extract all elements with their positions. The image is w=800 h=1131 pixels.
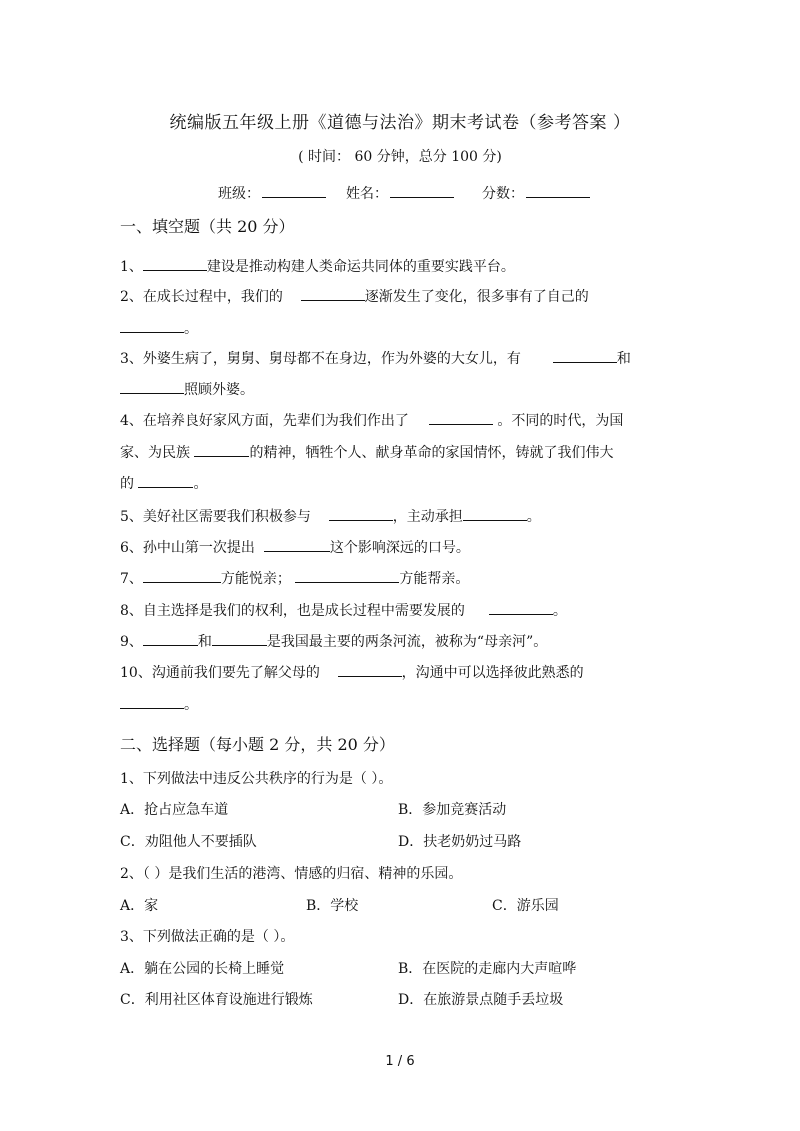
score-blank[interactable] bbox=[526, 182, 590, 198]
question-1-3-cont: 照顾外婆。 bbox=[120, 379, 254, 399]
answer-blank[interactable] bbox=[429, 410, 493, 425]
option-2-3-c[interactable]: C．利用社区体育设施进行锻炼 bbox=[120, 992, 313, 1008]
answer-blank[interactable] bbox=[301, 286, 365, 301]
question-1-8: 8、自主选择是我们的权利，也是成长过程中需要发展的 。 bbox=[120, 600, 567, 620]
class-field bbox=[218, 182, 326, 203]
question-1-6: 6、孙中山第一次提出 这个影响深远的口号。 bbox=[120, 537, 470, 557]
option-2-1-d[interactable]: D．扶老奶奶过马路 bbox=[398, 834, 522, 850]
question-1-2-cont: 。 bbox=[120, 318, 198, 338]
answer-blank[interactable] bbox=[120, 318, 184, 333]
question-1-2: 2、在成长过程中，我们的 逐渐发生了变化，很多事有了自己的 bbox=[120, 286, 589, 306]
answer-blank[interactable] bbox=[295, 568, 399, 583]
answer-blank[interactable] bbox=[143, 631, 198, 646]
question-1-3: 3、外婆生病了，舅舅、舅母都不在身边，作为外婆的大女儿，有 和 bbox=[120, 348, 631, 368]
section-choice-heading: 二、选择题（每小题 2 分，共 20 分） bbox=[120, 735, 395, 754]
score-field bbox=[482, 182, 590, 203]
answer-blank[interactable] bbox=[264, 537, 330, 552]
question-1-1: 1、 建设是推动构建人类命运共同体的重要实践平台。 bbox=[120, 256, 515, 276]
answer-blank[interactable] bbox=[194, 442, 249, 457]
name-field bbox=[346, 182, 454, 203]
option-2-3-d[interactable]: D．在旅游景点随手丢垃圾 bbox=[398, 992, 564, 1008]
answer-blank[interactable] bbox=[143, 256, 207, 271]
question-1-4-cont2: 的 。 bbox=[120, 473, 207, 493]
answer-blank[interactable] bbox=[143, 568, 221, 583]
class-blank[interactable] bbox=[262, 182, 326, 198]
page-number: 1 / 6 bbox=[385, 1054, 415, 1069]
question-1-10-cont: 。 bbox=[120, 694, 198, 714]
score-label: 分数： bbox=[482, 186, 524, 202]
answer-blank[interactable] bbox=[489, 600, 553, 615]
question-1-7: 7、 方能悦亲； 方能帮亲。 bbox=[120, 568, 469, 588]
option-2-1-a[interactable]: A．抢占应急车道 bbox=[120, 802, 229, 818]
question-1-4: 4、在培养良好家风方面，先辈们为我们作出了 。不同的时代，为国 bbox=[120, 410, 623, 430]
option-2-1-c[interactable]: C．劝阻他人不要插队 bbox=[120, 834, 257, 850]
answer-blank[interactable] bbox=[138, 473, 193, 488]
option-2-1-b[interactable]: B．参加竞赛活动 bbox=[398, 802, 507, 818]
exam-subtitle: ( 时间： 60 分钟，总分 100 分) bbox=[298, 149, 502, 165]
name-blank[interactable] bbox=[390, 182, 454, 198]
option-2-3-a[interactable]: A．躺在公园的长椅上睡觉 bbox=[120, 961, 285, 977]
option-2-2-a[interactable]: A．家 bbox=[120, 898, 159, 914]
answer-blank[interactable] bbox=[329, 506, 393, 521]
answer-blank[interactable] bbox=[120, 379, 184, 394]
question-2-1: 1、下列做法中违反公共秩序的行为是（ ）。 bbox=[120, 771, 393, 787]
class-label: 班级： bbox=[218, 186, 260, 202]
exam-title: 统编版五年级上册《道德与法治》期末考试卷（参考答案 ） bbox=[169, 113, 631, 133]
question-1-5: 5、美好社区需要我们积极参与 ，主动承担 。 bbox=[120, 506, 541, 526]
answer-blank[interactable] bbox=[463, 506, 527, 521]
answer-blank[interactable] bbox=[338, 662, 402, 677]
question-2-2: 2、（ ）是我们生活的港湾、情感的归宿、精神的乐园。 bbox=[120, 866, 463, 882]
question-2-3: 3、下列做法正确的是（ ）。 bbox=[120, 929, 295, 945]
option-2-2-b[interactable]: B．学校 bbox=[306, 898, 359, 914]
section-fill-blank-heading: 一、填空题（共 20 分） bbox=[120, 217, 295, 236]
answer-blank[interactable] bbox=[212, 631, 267, 646]
answer-blank[interactable] bbox=[120, 694, 184, 709]
question-1-9: 9、 和 是我国最主要的两条河流，被称为“母亲河”。 bbox=[120, 631, 547, 651]
question-1-10: 10、沟通前我们要先了解父母的 ，沟通中可以选择彼此熟悉的 bbox=[120, 662, 584, 682]
answer-blank[interactable] bbox=[553, 348, 617, 363]
option-2-3-b[interactable]: B．在医院的走廊内大声喧哗 bbox=[398, 961, 577, 977]
name-label: 姓名： bbox=[346, 186, 388, 202]
question-1-4-cont: 家、为民族 的精神，牺牲个人、献身革命的家国情怀，铸就了我们伟大 bbox=[120, 442, 613, 462]
option-2-2-c[interactable]: C．游乐园 bbox=[492, 898, 559, 914]
